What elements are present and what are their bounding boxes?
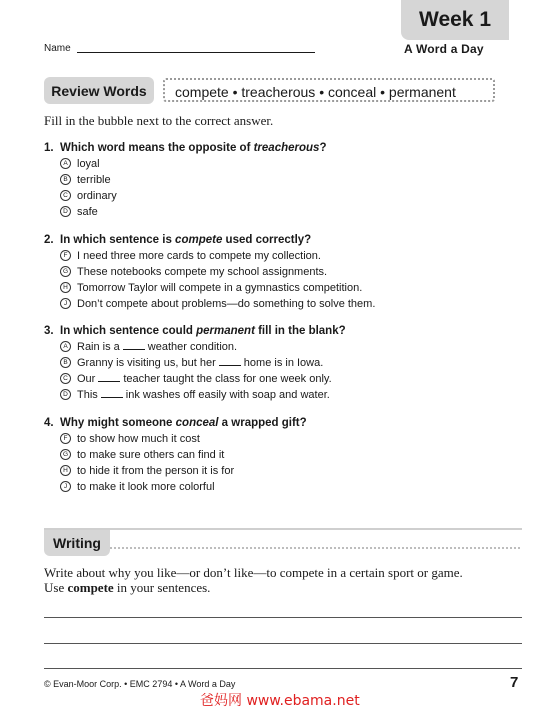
stem-text-end: fill in the blank? xyxy=(254,325,346,337)
question-3 xyxy=(44,323,514,403)
question-number: 1. xyxy=(44,142,54,154)
prompt-text-end: in your sentences. xyxy=(113,580,211,595)
answer-option[interactable] xyxy=(44,172,514,188)
week-tab: Week 1 xyxy=(401,0,509,40)
name-label: Name xyxy=(44,43,71,54)
answer-bubble[interactable]: G xyxy=(60,266,71,277)
answer-bubble[interactable]: A xyxy=(60,341,71,352)
question-number: 4. xyxy=(44,417,54,429)
option-text: to hide it from the person it is for xyxy=(77,465,235,477)
answer-option[interactable] xyxy=(44,463,514,479)
answer-bubble[interactable]: J xyxy=(60,298,71,309)
stem-text-end: used correctly? xyxy=(222,234,312,246)
stem-text: Which word means the opposite of xyxy=(60,142,254,154)
writing-divider xyxy=(44,528,522,530)
option-text: These notebooks compete my school assignments. xyxy=(77,266,328,278)
answer-line[interactable] xyxy=(44,668,522,669)
answer-bubble[interactable]: H xyxy=(60,282,71,293)
option-text: Our xyxy=(77,373,96,385)
answer-option[interactable] xyxy=(44,264,514,280)
book-subtitle: A Word a Day xyxy=(404,42,484,56)
answer-bubble[interactable]: J xyxy=(60,481,71,492)
answer-bubble[interactable]: B xyxy=(60,174,71,185)
stem-emphasis: permanent xyxy=(196,325,255,337)
writing-prompt-line-2 xyxy=(44,580,514,595)
answer-option[interactable] xyxy=(44,387,514,403)
stem-text-end: a wrapped gift? xyxy=(218,417,307,429)
stem-text: Why might someone xyxy=(60,417,176,429)
fill-blank xyxy=(219,356,241,366)
option-text: Granny is visiting us, but her xyxy=(77,357,216,369)
answer-line[interactable] xyxy=(44,643,522,644)
option-text: Rain is a xyxy=(77,341,120,353)
answer-bubble[interactable]: C xyxy=(60,373,71,384)
prompt-text: Use xyxy=(44,580,68,595)
answer-option[interactable] xyxy=(44,156,514,172)
question-4 xyxy=(44,415,514,495)
watermark: 爸妈网 www.ebama.net xyxy=(200,693,360,709)
stem-text-end: ? xyxy=(319,142,327,154)
review-words-list: compete • treacherous • conceal • permanent xyxy=(163,78,495,102)
fill-blank xyxy=(98,372,120,382)
option-text: safe xyxy=(77,206,98,218)
answer-option[interactable] xyxy=(44,431,514,447)
option-text-end: weather condition. xyxy=(147,341,238,353)
stem-text: In which sentence could xyxy=(60,325,197,337)
answer-option[interactable] xyxy=(44,204,514,220)
option-text: to make sure others can find it xyxy=(77,449,225,461)
question-stem xyxy=(44,415,514,431)
writing-prompt-line-1: Write about why you like—or don’t like—to compete in a certain sport or game. xyxy=(44,565,463,580)
option-text: loyal xyxy=(77,158,100,170)
answer-bubble[interactable]: B xyxy=(60,357,71,368)
answer-bubble[interactable]: F xyxy=(60,250,71,261)
answer-option[interactable] xyxy=(44,296,514,312)
footer-credit: © Evan-Moor Corp. • EMC 2794 • A Word a Day xyxy=(44,679,236,689)
answer-option[interactable] xyxy=(44,371,514,387)
stem-emphasis: conceal xyxy=(175,417,219,429)
answer-bubble[interactable]: H xyxy=(60,465,71,476)
question-2 xyxy=(44,232,514,312)
question-1 xyxy=(44,140,514,220)
option-text: to make it look more colorful xyxy=(77,481,215,493)
answer-line[interactable] xyxy=(44,617,522,618)
answer-option[interactable] xyxy=(44,280,514,296)
option-text: Don’t compete about problems—do something to solve them. xyxy=(77,298,376,310)
option-text-end: teacher taught the class for one week only. xyxy=(123,373,332,385)
name-line xyxy=(77,52,315,53)
question-stem xyxy=(44,232,514,248)
fill-blank xyxy=(101,388,123,398)
answer-bubble[interactable]: G xyxy=(60,449,71,460)
answer-bubble[interactable]: C xyxy=(60,190,71,201)
question-stem xyxy=(44,323,514,339)
option-text: ordinary xyxy=(77,190,117,202)
answer-bubble[interactable]: A xyxy=(60,158,71,169)
instructions: Fill in the bubble next to the correct answer. xyxy=(44,113,274,128)
stem-emphasis: treacherous xyxy=(253,142,320,154)
answer-bubble[interactable]: D xyxy=(60,206,71,217)
answer-option[interactable] xyxy=(44,355,514,371)
option-text: to show how much it cost xyxy=(77,433,200,445)
answer-option[interactable] xyxy=(44,339,514,355)
question-stem xyxy=(44,140,514,156)
stem-emphasis: compete xyxy=(175,234,223,246)
answer-option[interactable] xyxy=(44,188,514,204)
stem-text: In which sentence is xyxy=(60,234,176,246)
review-words-label: Review Words xyxy=(44,77,154,104)
answer-option[interactable] xyxy=(44,447,514,463)
page-number: 7 xyxy=(510,674,519,691)
option-text: Tomorrow Taylor will compete in a gymnastics competition. xyxy=(77,282,363,294)
writing-prompt xyxy=(44,565,514,595)
answer-bubble[interactable]: F xyxy=(60,433,71,444)
question-number: 3. xyxy=(44,325,54,337)
answer-option[interactable] xyxy=(44,248,514,264)
prompt-bold-word: compete xyxy=(67,580,114,595)
option-text-end: home is in Iowa. xyxy=(243,357,324,369)
option-text: This xyxy=(77,389,98,401)
fill-blank xyxy=(123,340,145,350)
writing-label: Writing xyxy=(44,530,110,556)
answer-bubble[interactable]: D xyxy=(60,389,71,400)
option-text-end: ink washes off easily with soap and water. xyxy=(125,389,330,401)
answer-option[interactable] xyxy=(44,479,514,495)
writing-dotted-rule xyxy=(110,547,520,549)
option-text: terrible xyxy=(77,174,111,186)
question-number: 2. xyxy=(44,234,54,246)
option-text: I need three more cards to compete my collection. xyxy=(77,250,321,262)
